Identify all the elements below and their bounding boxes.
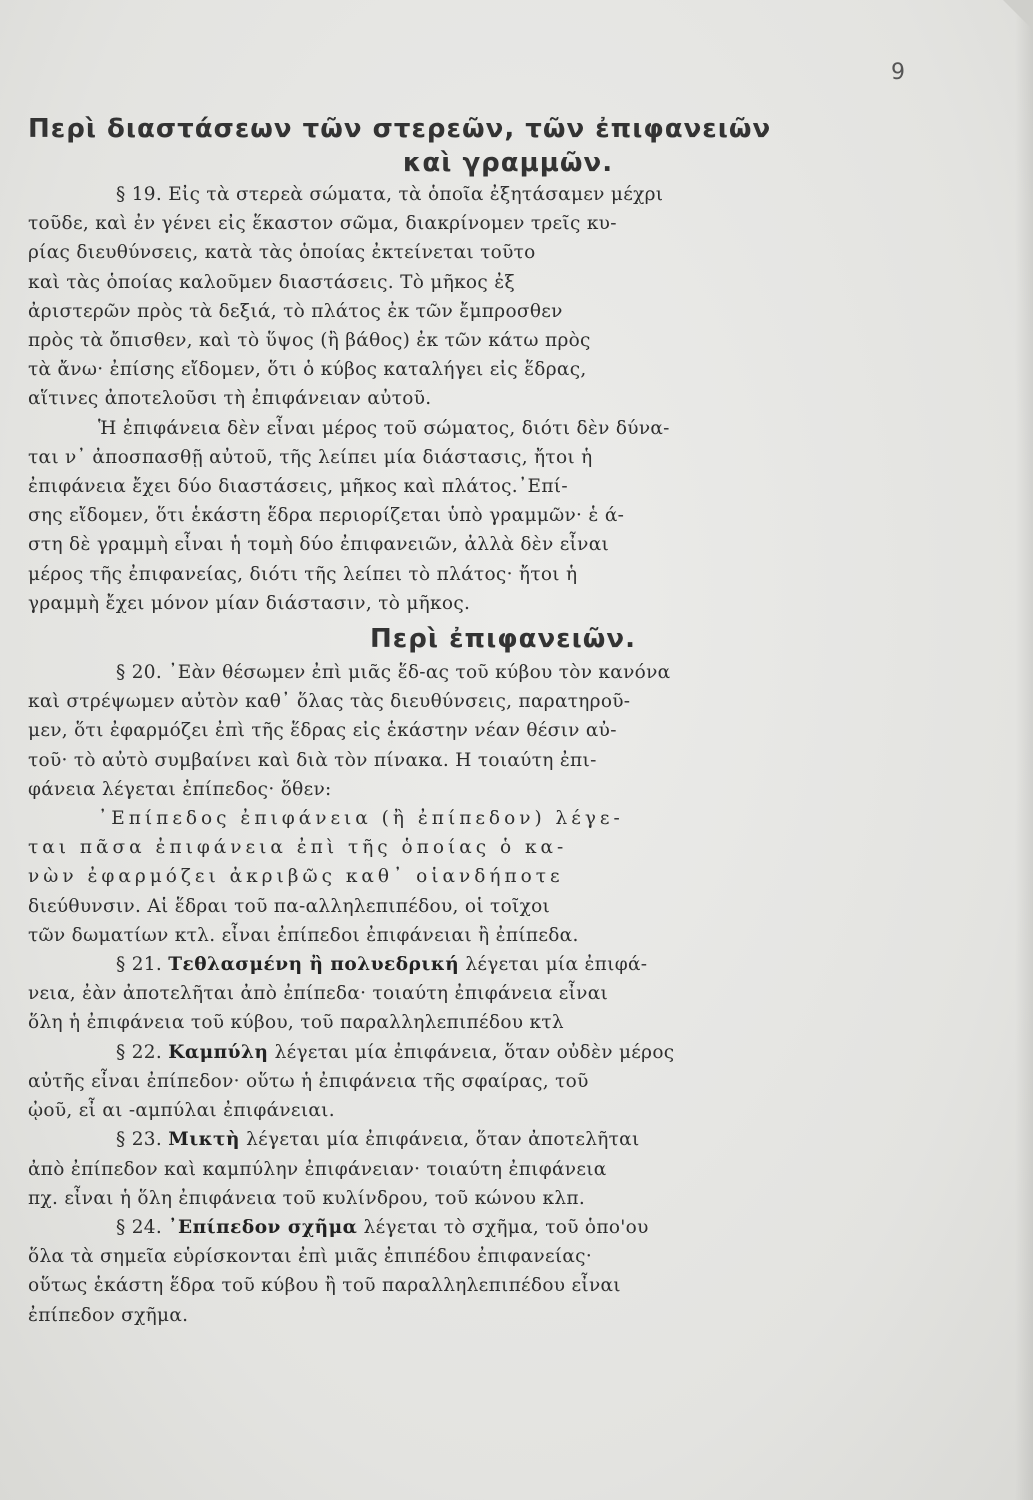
section-heading-dimensions [28,112,918,180]
text-line: μεν, ὅτι ἐφαρμόζει ἐπὶ τῆς ἕδρας εἰς ἑκάστην νέαν θέσιν αὐ- [28,720,617,742]
text-line: καὶ στρέψωμεν αὐτὸν καθ᾽ ὅλας τὰς διευθύνσεις, παρατηροῦ- [28,691,631,713]
paragraph-section-23 [28,1125,918,1213]
text-line: φάνεια λέγεται ἐπίπεδος· ὅθεν: [28,778,332,800]
text-line: ρίας διευθύνσεις, κατὰ τὰς ὁποίας ἐκτείνεται τοῦτο [28,242,536,264]
text-line: νεια, ἐὰν ἀποτελῆται ἀπὸ ἐπίπεδα· τοιαύτη ἐπιφάνεια εἶναι [28,983,609,1005]
text-line: τοῦδε, καὶ ἐν γένει εἰς ἕκαστον σῶμα, διακρίνομεν τρεῖς κυ- [28,213,617,235]
text-line: γραμμὴ ἔχει μόνον μίαν διάστασιν, τὸ μῆκος. [28,592,471,614]
defined-term: Καμπύλη [168,1041,269,1063]
text-fragment: λέγεται μία ἐπιφάνεια, ὅταν οὐδὲν μέρος [274,1041,675,1063]
text-line: τοῦ· τὸ αὐτὸ συμβαίνει καὶ διὰ τὸν πίνακα. Η τοιαύτη ἐπι- [28,749,597,771]
text-line: ἀπὸ ἐπίπεδον καὶ καμπύλην ἐπιφάνειαν· τοιαύτη ἐπιφάνεια [28,1158,607,1180]
text-line: αἵτινες ἀποτελοῦσι τὴ ἐπιφάνειαν αὐτοῦ. [28,388,432,410]
text-line: § 19. Εἰς τὰ στερεὰ σώματα, τὰ ὁποῖα ἐξητάσαμεν μέχρι [116,184,664,205]
defined-term: ᾽Επίπεδον σχῆμα [168,1216,358,1238]
definition-line: νὼν ἐφαρμόζει ἀκριβῶς καθ᾽ οἱανδήποτε [28,866,564,888]
definition-line: ται πᾶσα ἐπιφάνεια ἐπὶ τῆς ὁποίας ὁ κα- [28,837,568,859]
text-line: μέρος τῆς ἐπιφανείας, διότι τῆς λείπει τὸ πλάτος· ἤτοι ἡ [28,563,578,585]
text-line: ὅλα τὰ σημεῖα εὑρίσκονται ἐπὶ μιᾶς ἐπιπέδου ἐπιφανείας· [28,1246,593,1268]
text-line: καὶ τὰς ὁποίας καλοῦμεν διαστάσεις. Τὸ μῆκος ἐξ [28,271,515,293]
text-line: πρὸς τὰ ὄπισθεν, καὶ τὸ ὕψος (ἢ βάθος) ἐκ τῶν κάτω πρὸς [28,330,591,352]
text-line: σης εἴδομεν, ὅτι ἑκάστη ἕδρα περιορίζεται ὑπὸ γραμμῶν· ἑ ά- [28,505,625,527]
text-line: ὅλη ἡ ἐπιφάνεια τοῦ κύβου, τοῦ παραλληλεπιπέδου κτλ [28,1012,564,1034]
text-line: στη δὲ γραμμὴ εἶναι ἡ τομὴ δύο ἐπιφανειῶν, ἀλλὰ δὲν εἶναι [28,534,610,556]
page-content [28,112,918,1330]
paragraph-section-21 [28,950,918,1038]
text-line: αὐτῆς εἶναι ἐπίπεδον· οὕτω ἡ ἐπιφάνεια τῆς σφαίρας, τοῦ [28,1070,589,1092]
section-number: § 22. [116,1041,163,1063]
text-line: οὕτως ἑκάστη ἕδρα τοῦ κύβου ἢ τοῦ παραλληλεπιπέδου εἶναι [28,1275,621,1297]
paragraph-section-20 [28,658,918,950]
section-number: § 21. [116,954,163,976]
heading-line: Περὶ διαστάσεων τῶν στερεῶν, τῶν ἐπιφανειῶν [28,114,772,144]
section-number: § 23. [116,1129,163,1151]
text-line: ᾠοῦ, εἶ αι -αμπύλαι ἐπιφάνειαι. [28,1100,335,1122]
text-line: ἐπιφάνεια ἔχει δύο διαστάσεις, μῆκος καὶ πλάτος.᾽Επί- [28,476,568,498]
page-number: 9 [891,60,905,85]
paragraph-section-22 [28,1038,918,1126]
text-fragment: λέγεται μία ἐπιφάνεια, ὅταν ἀποτελῆται [246,1129,640,1151]
text-line: τὰ ἄνω· ἐπίσης εἴδομεν, ὅτι ὁ κύβος καταλήγει εἰς ἕδρας, [28,359,587,381]
text-line: πχ. εἶναι ἡ ὅλη ἐπιφάνεια τοῦ κυλίνδρου, τοῦ κώνου κλπ. [28,1187,586,1209]
text-line: τῶν δωματίων κτλ. εἶναι ἐπίπεδοι ἐπιφάνειαι ἢ ἐπίπεδα. [28,924,579,946]
text-line: § 20. ᾽Εὰν θέσωμεν ἐπὶ μιᾶς ἕδ-ας τοῦ κύβου τὸν κανόνα [116,662,671,684]
page-corner [1003,0,1033,30]
text-line: διεύθυνσιν. Αἱ ἕδραι τοῦ πα-αλληλεπιπέδου, οἱ τοῖχοι [28,895,551,917]
paragraph-section-19 [28,180,918,618]
paragraph-section-24 [28,1213,918,1330]
text-line: ἐπίπεδον σχῆμα. [28,1304,189,1326]
text-line: ται ν᾽ ἀποσπασθῇ αὐτοῦ, τῆς λείπει μία διάστασις, ἤτοι ἡ [28,446,593,468]
heading-line: καὶ γραμμῶν. [402,148,614,178]
section-number: § 24. [116,1216,163,1238]
definition-line: ᾽Επίπεδος ἐπιφάνεια (ἢ ἐπίπεδον) λέγε- [98,808,624,830]
text-fragment: λέγεται μία ἐπιφά- [465,954,648,976]
defined-term: Τεθλασμένη ἢ πολυεδρική [168,954,460,976]
defined-term: Μικτὴ [168,1129,240,1151]
page-edge-shadow [1015,0,1033,1500]
section-heading-surfaces: Περὶ ἐπιφανειῶν. [370,624,636,655]
text-line: ἀριστερῶν πρὸς τὰ δεξιά, τὸ πλάτος ἐκ τῶν ἔμπροσθεν [28,300,563,322]
text-line: Ἡ ἐπιφάνεια δὲν εἶναι μέρος τοῦ σώματος, διότι δὲν δύνα- [98,417,670,439]
text-fragment: λέγεται τὸ σχῆμα, τοῦ ὁπο'ου [363,1216,649,1238]
